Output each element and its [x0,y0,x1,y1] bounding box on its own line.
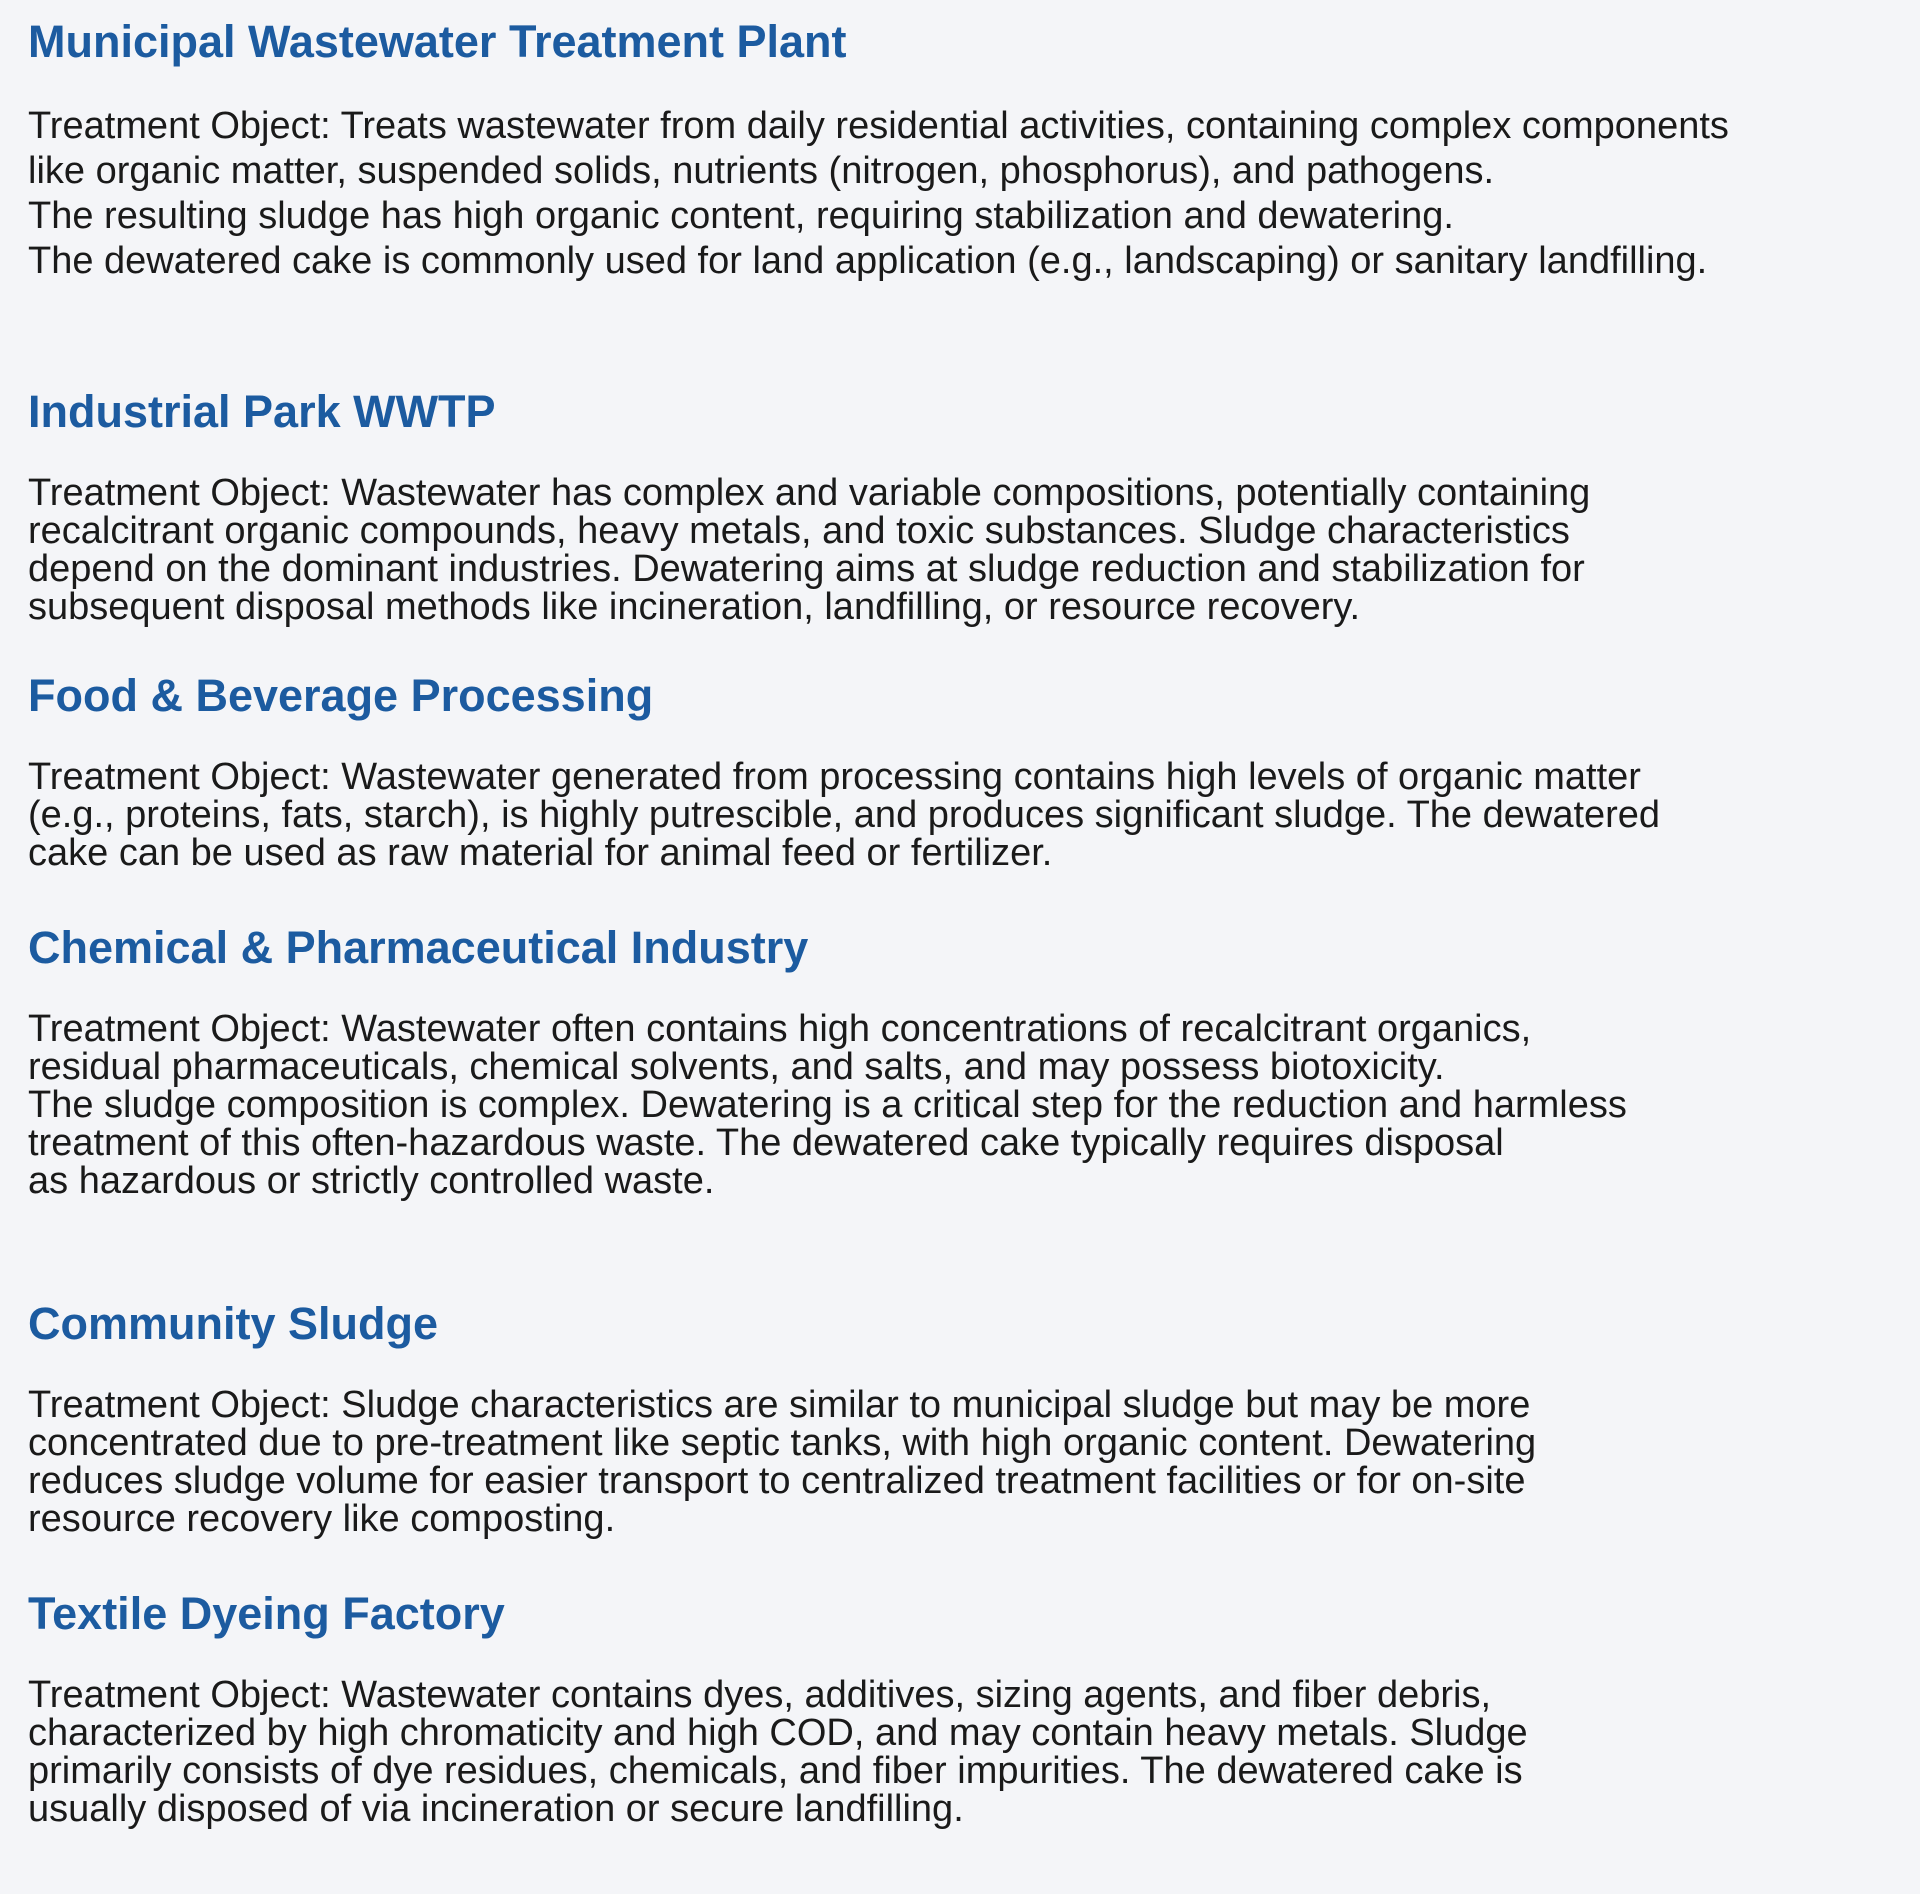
description-line: as hazardous or strictly controlled waste. [28,1160,715,1202]
description-line: The resulting sludge has high organic content, requiring stabilization and dewatering. [28,195,1454,237]
section-textile-dyeing [28,1588,1908,1828]
description-line: Treatment Object: Wastewater generated from processing contains high levels of organic matter [28,756,1641,798]
section-title: Chemical & Pharmaceutical Industry [28,922,809,973]
description-line: characterized by high chromaticity and high COD, and may contain heavy metals. Sludge [28,1712,1528,1754]
description-line: reduces sludge volume for easier transport to centralized treatment facilities or for on-site [28,1460,1526,1502]
section-title: Textile Dyeing Factory [28,1588,505,1639]
description-line: subsequent disposal methods like incineration, landfilling, or resource recovery. [28,586,1361,628]
section-description [28,1676,1908,1828]
section-description [28,474,1908,626]
description-line: Treatment Object: Wastewater has complex and variable compositions, potentially containing [28,472,1591,514]
description-line: concentrated due to pre-treatment like septic tanks, with high organic content. Dewatering [28,1422,1537,1464]
section-description [28,1010,1908,1200]
section-title: Municipal Wastewater Treatment Plant [28,16,847,67]
description-line: cake can be used as raw material for animal feed or fertilizer. [28,832,1053,874]
description-line: residual pharmaceuticals, chemical solvents, and salts, and may possess biotoxicity. [28,1046,1445,1088]
description-line: depend on the dominant industries. Dewatering aims at sludge reduction and stabilization for [28,548,1585,590]
section-title: Industrial Park WWTP [28,386,496,437]
section-community-sludge [28,1298,1908,1538]
description-line: The sludge composition is complex. Dewatering is a critical step for the reduction and harmless [28,1084,1627,1126]
description-line: Treatment Object: Wastewater contains dyes, additives, sizing agents, and fiber debris, [28,1674,1491,1716]
description-line: like organic matter, suspended solids, nutrients (nitrogen, phosphorus), and pathogens. [28,150,1495,192]
section-description [28,104,1908,284]
description-line: Treatment Object: Treats wastewater from daily residential activities, containing complex components [28,105,1729,147]
description-line: treatment of this often-hazardous waste. The dewatered cake typically requires disposal [28,1122,1504,1164]
section-municipal-wwtp [28,16,1908,284]
description-line: resource recovery like composting. [28,1498,616,1540]
section-chemical-pharmaceutical [28,922,1908,1200]
description-line: (e.g., proteins, fats, starch), is highly putrescible, and produces significant sludge. The dewatered [28,794,1661,836]
section-industrial-park-wwtp [28,386,1908,626]
section-title: Community Sludge [28,1298,439,1349]
description-line: The dewatered cake is commonly used for land application (e.g., landscaping) or sanitary landfilling. [28,240,1708,282]
description-line: recalcitrant organic compounds, heavy metals, and toxic substances. Sludge characteristics [28,510,1570,552]
section-food-beverage [28,670,1908,872]
description-line: Treatment Object: Wastewater often contains high concentrations of recalcitrant organics, [28,1008,1532,1050]
section-description [28,758,1908,872]
description-line: usually disposed of via incineration or secure landfilling. [28,1788,964,1830]
section-title: Food & Beverage Processing [28,670,654,721]
description-line: Treatment Object: Sludge characteristics are similar to municipal sludge but may be more [28,1384,1531,1426]
description-line: primarily consists of dye residues, chemicals, and fiber impurities. The dewatered cake is [28,1750,1523,1792]
section-description [28,1386,1908,1538]
